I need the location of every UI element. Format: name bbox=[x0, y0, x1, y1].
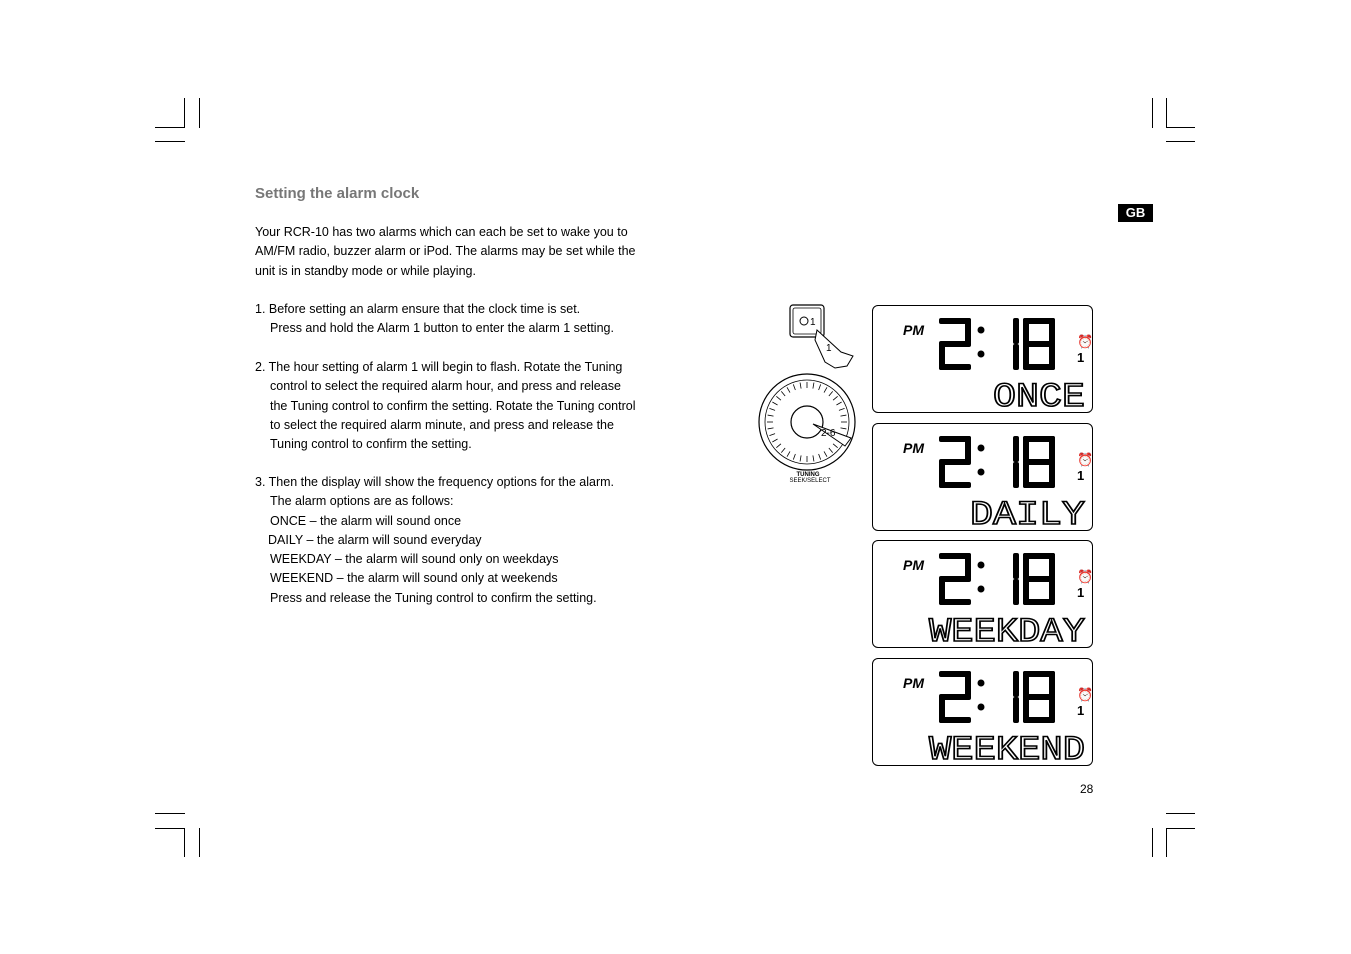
minute-digit bbox=[1023, 318, 1055, 370]
step-1: 1. Before setting an alarm ensure that the clock time is set. Press and hold the Alarm 1 button to enter the alarm 1 setting. bbox=[255, 302, 614, 336]
alarm-mode-text: WEEKDAY bbox=[929, 614, 1085, 649]
language-badge: GB bbox=[1118, 204, 1153, 222]
minute-digit bbox=[1013, 436, 1019, 488]
alarm-mode-text: ONCE bbox=[993, 379, 1085, 414]
crop-mark bbox=[1166, 98, 1167, 128]
crop-mark bbox=[184, 98, 185, 128]
time-colon bbox=[978, 704, 985, 711]
pm-indicator: PM bbox=[903, 322, 924, 338]
minute-digit bbox=[1023, 671, 1055, 723]
minute-digit bbox=[1013, 671, 1019, 723]
alarm-1-indicator: ⏰1 bbox=[1077, 334, 1094, 365]
step-callout-2: 2-6 bbox=[821, 428, 836, 439]
button-label: 1 bbox=[810, 317, 816, 328]
intro-paragraph: Your RCR-10 has two alarms which can each be set to wake you to AM/FM radio, buzzer alarm or iPod. The alarms may be set while the unit is in standby mode or while playing. bbox=[255, 225, 636, 278]
tuning-label: TUNING bbox=[796, 472, 820, 478]
lcd-display-weekday bbox=[872, 540, 1093, 648]
lcd-time-segments bbox=[873, 306, 1094, 414]
alarm-mode-text: WEEKEND bbox=[929, 732, 1085, 767]
hour-digit bbox=[939, 436, 971, 488]
alarm-1-indicator: ⏰1 bbox=[1077, 569, 1094, 600]
crop-mark bbox=[1166, 828, 1167, 857]
crop-mark bbox=[155, 127, 185, 128]
pm-indicator: PM bbox=[903, 675, 924, 691]
crop-mark bbox=[1166, 813, 1195, 814]
time-colon bbox=[978, 351, 985, 358]
step-2: 2. The hour setting of alarm 1 will begin to flash. Rotate the Tuning control to select the required alarm hour, and press and release the Tuning control to confirm the setting. Rotate the Tuning control to select the required alarm minute, and press and release the Tuning control to confirm the setting. bbox=[255, 360, 636, 452]
pm-indicator: PM bbox=[903, 440, 924, 456]
lcd-display-once bbox=[872, 305, 1093, 413]
time-colon bbox=[978, 586, 985, 593]
minute-digit bbox=[1013, 318, 1019, 370]
seek-select-label: SEEK/SELECT bbox=[789, 478, 831, 484]
lcd-display-daily bbox=[872, 423, 1093, 531]
alarm-mode-text: DAILY bbox=[970, 497, 1085, 532]
alarm-1-indicator: ⏰1 bbox=[1077, 452, 1094, 483]
crop-mark bbox=[1152, 98, 1153, 128]
crop-mark bbox=[199, 98, 200, 128]
page-number: 28 bbox=[1080, 782, 1094, 796]
lcd-time-segments bbox=[873, 659, 1094, 767]
crop-mark bbox=[199, 828, 200, 857]
time-colon bbox=[978, 469, 985, 476]
crop-mark bbox=[1166, 127, 1195, 128]
alarm-tuning-illustration bbox=[755, 300, 865, 480]
minute-digit bbox=[1023, 553, 1055, 605]
time-colon bbox=[978, 327, 985, 334]
crop-mark bbox=[155, 828, 185, 829]
crop-mark bbox=[1152, 828, 1153, 857]
lcd-display-weekend bbox=[872, 658, 1093, 766]
time-colon bbox=[978, 680, 985, 687]
pointing-hand-icon bbox=[815, 330, 853, 368]
crop-mark bbox=[184, 828, 185, 857]
crop-mark bbox=[155, 813, 185, 814]
crop-mark bbox=[1166, 828, 1195, 829]
alarm-1-indicator: ⏰1 bbox=[1077, 687, 1094, 718]
pm-indicator: PM bbox=[903, 557, 924, 573]
minute-digit bbox=[1023, 436, 1055, 488]
crop-mark bbox=[155, 141, 185, 142]
hour-digit bbox=[939, 318, 971, 370]
lcd-time-segments bbox=[873, 424, 1094, 532]
step-callout-1: 1 bbox=[826, 343, 832, 354]
lcd-time-segments bbox=[873, 541, 1094, 649]
minute-digit bbox=[1013, 553, 1019, 605]
step-3: 3. Then the display will show the frequency options for the alarm. The alarm options are as follows: ONCE – the alarm will sound once DAILY – the alarm will sound everyday WEEKDAY – the alarm will sound only on weekdays WEEKEND – the alarm will sound only at weekends Press and release the Tuning control to confirm the setting. bbox=[255, 475, 614, 605]
section-title: Setting the alarm clock bbox=[255, 185, 420, 202]
crop-mark bbox=[1166, 141, 1195, 142]
hour-digit bbox=[939, 671, 971, 723]
time-colon bbox=[978, 445, 985, 452]
hour-digit bbox=[939, 553, 971, 605]
time-colon bbox=[978, 562, 985, 569]
